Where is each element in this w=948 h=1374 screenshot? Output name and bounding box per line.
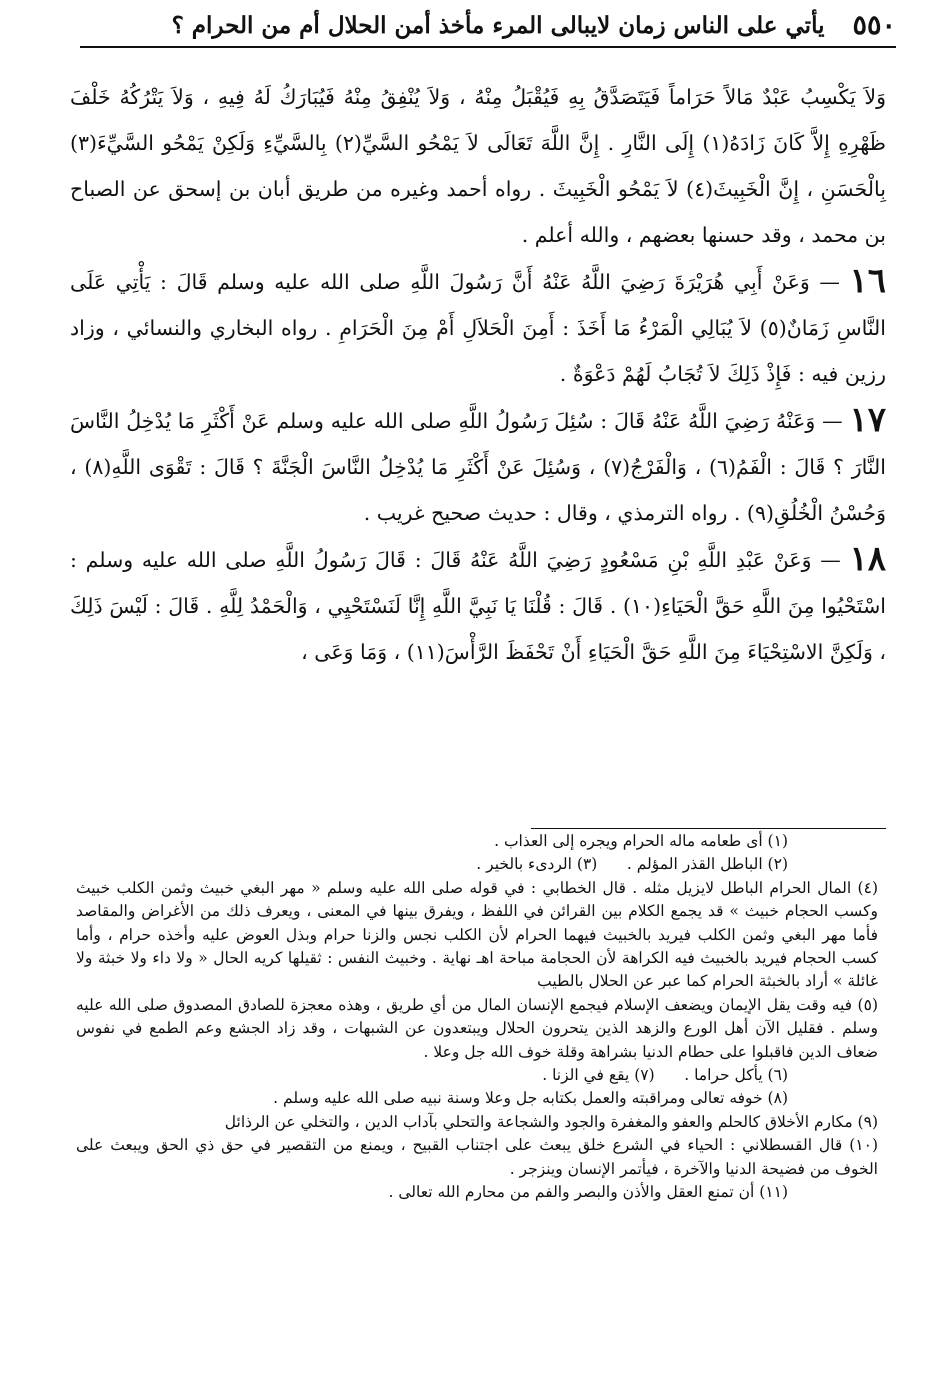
page-header [80,8,896,42]
footnote-row [76,853,878,876]
footnotes [76,830,878,1205]
footnote: (١٠) قال القسطلاني : الحياء في الشرع خلق يبعث على اجتناب القبيح ، ويمنع من التقصير في حق ذي الحق ويبعث على الخوف من فضيحة الدنيا والآخرة ، فيأتمر الإنسان وينزجر . [76,1136,878,1178]
hadith-text: — وَعَنْ عَبْدِ اللَّهِ بْنِ مَسْعُودٍ رَضِيَ اللَّهُ عَنْهُ قَالَ : قَالَ رَسُولُ اللَّهِ صلى الله عليه وسلم : اسْتَحْيُوا مِنَ اللَّهِ حَقَّ الْحَيَاءِ(١٠) . قَالَ : قُلْنَا يَا نَبِيَّ اللَّهِ إِنَّا لَنَسْتَحْيِي ، وَالْحَمْدُ لِلَّهِ . قَالَ : لَيْسَ ذَلِكَ ، وَلَكِنَّ الاسْتِحْيَاءَ مِنَ اللَّهِ حَقَّ الْحَيَاءِ أَنْ تَحْفَظَ الرَّأْسَ(١١) ، وَمَا وَعَى ، [70,548,886,664]
footnote: (٩) مكارم الأخلاق كالحلم والعفو والمغفرة والجود والشجاعة والتحلي بآداب الدين ، والتخلي عن الرذائل [224,1112,878,1131]
footnote: (١) أى طعامه ماله الحرام ويجره إلى العذاب . [494,832,788,850]
footnote-row [76,1064,878,1087]
running-title: يأتي على الناس زمان لايبالى المرء مأخذ أمن الحلال أم من الحرام ؟ [171,11,825,39]
footnote: (٢) الباطل القذر المؤلم . [626,855,788,874]
hadith-text: — وَعَنْ أَبِي هُرَيْرَةَ رَضِيَ اللَّهُ عَنْهُ أَنَّ رَسُولَ اللَّهِ صلى الله عليه وسلم قَالَ : يَأْتِي عَلَى النَّاسِ زَمَانٌ(٥) لاَ يُبَالِي الْمَرْءُ مَا أَخَذَ : أَمِنَ الْحَلاَلِ أَمْ مِنَ الْحَرَامِ . رواه البخاري والنسائي ، وزاد رزين فيه : فَإِذْ ذَلِكَ لاَ تُجَابُ لَهُمْ دَعْوَةٌ . [70,270,886,386]
footnote: (١١) أن تمنع العقل والأذن والبصر والفم من محارم الله تعالى . [388,1183,788,1202]
hadith-number: ١٨ [849,539,886,579]
footnote: (٤) المال الحرام الباطل لايزيل مثله . قال الخطابي : في قوله صلى الله عليه وسلم « مهر البغي خبيث وثمن الكلب خبيث وكسب الحجام خبيث » قد يجمع الكلام بين القرائن في اللفظ ، ويفرق بينها في المعنى ، ويعرف ذلك من الأغراض والمقاصد فأما مهر البغي وثمن الكلب فيريد بالخبيث فيهما الحرام لأن الكلب نجس والزنا حرام وبذل العوض عليه وأخذه حرام ، وأما كسب الحجام فيريد بالخبيث فيه الكراهة لأن الحجامة مباحة اهـ نهاية . وخبيث النفس : ثقيلها كريه الحال « ولا داء ولا خبثة ولا غائلة » أراد بالخبثة الحرام كما عبر عن الحلال بالطيب [76,878,878,991]
hadith-16 [70,258,886,397]
footnote: (٣) الردىء بالخير . [476,855,598,874]
footnote: (٨) خوفه تعالى ومراقبته والعمل بكتابه جل وعلا وسنة نبيه صلى الله عليه وسلم . [273,1089,788,1108]
footnote: (٦) يأكل حراما . [684,1066,788,1085]
page-number: ٥٥٠ [852,9,896,41]
hadith-15-continuation: وَلاَ يَكْسِبُ عَبْدٌ مَالاً حَرَاماً فَيَتَصَدَّقُ بِهِ فَيُقْبَلُ مِنْهُ ، وَلاَ يُنْفِقُ مِنْهُ فَيُبَارَكُ لَهُ فِيهِ ، وَلاَ يَتْرُكُهُ خَلْفَ ظَهْرِهِ إِلاَّ كَانَ زَادَهُ(١) إِلَى النَّارِ . إِنَّ اللَّهَ تَعَالَى لاَ يَمْحُو السَّيِّ(٢) بِالسَّيِّءِ وَلَكِنْ يَمْحُو السَّيِّءَ(٣) بِالْحَسَنِ ، إِنَّ الْخَبِيثَ(٤) لاَ يَمْحُو الْخَبِيثَ . رواه أحمد وغيره من طريق أبان بن إسحق عن الصباح بن محمد ، وقد حسنها بعضهم ، والله أعلم . [70,85,886,247]
hadith-number: ١٦ [849,261,886,301]
hadith-text: — وَعَنْهُ رَضِيَ اللَّهُ عَنْهُ قَالَ : سُئِلَ رَسُولُ اللَّهِ صلى الله عليه وسلم عَنْ أَكْثَرِ مَا يُدْخِلُ النَّاسَ النَّارَ ؟ قَالَ : الْفَمُ(٦) ، وَالْفَرْجُ(٧) ، وَسُئِلَ عَنْ أَكْثَرِ مَا يُدْخِلُ النَّاسَ الْجَنَّةَ ؟ قَالَ : تَقْوَى اللَّهِ(٨) ، وَحُسْنُ الْخُلُقِ(٩) . رواه الترمذي ، وقال : حديث صحيح غريب . [70,409,887,525]
footnote: (٥) فيه وقت يقل الإيمان ويضعف الإسلام فيجمع الإنسان المال من أي طريق ، وهذه معجزة للصادق المصدوق صلى الله عليه وسلم . فقليل الآن أهل الورع والزهد الذين يتحرون الحلال ويبتعدون عن الشبهات ، وقد زاد الجشع وعم الطمع في نفوس ضعاف الدين فاقبلوا على حطام الدنيا بشراهة وقلة خوف الله جل وعلا . [76,995,878,1061]
hadith-17 [70,397,886,536]
footnote: (٧) يقع في الزنا . [542,1066,655,1085]
header-rule [80,46,896,48]
hadith-18 [70,536,886,675]
footnote-separator [531,828,886,829]
hadith-number: ١٧ [849,400,886,440]
main-text [70,74,886,675]
